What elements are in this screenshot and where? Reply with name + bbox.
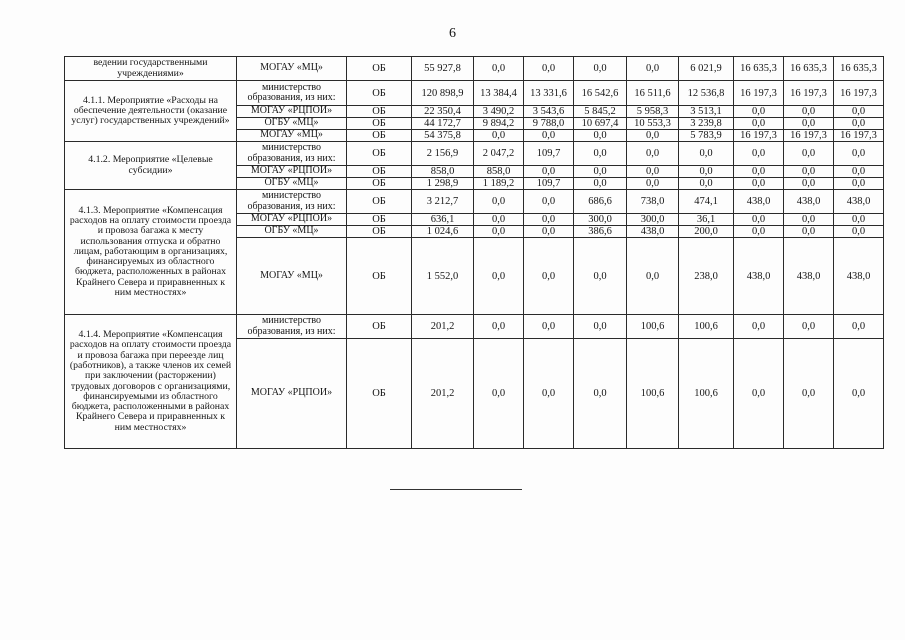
amount-cell: 0,0 <box>734 166 784 178</box>
amount-cell: 1 189,2 <box>474 178 524 190</box>
amount-cell: 0,0 <box>474 214 524 226</box>
amount-cell: 201,2 <box>412 339 474 449</box>
amount-cell: 0,0 <box>524 130 574 142</box>
amount-cell: 0,0 <box>784 315 834 339</box>
amount-cell: 36,1 <box>679 214 734 226</box>
amount-cell: 0,0 <box>834 178 884 190</box>
executor-cell: МОГАУ «РЦПОИ» <box>237 166 347 178</box>
amount-cell: 438,0 <box>734 190 784 214</box>
amount-cell: 16 197,3 <box>834 81 884 106</box>
funding-source-cell: ОБ <box>347 190 412 214</box>
amount-cell: 0,0 <box>627 130 679 142</box>
amount-cell: 474,1 <box>679 190 734 214</box>
amount-cell: 2 047,2 <box>474 142 524 166</box>
amount-cell: 5 783,9 <box>679 130 734 142</box>
amount-cell: 0,0 <box>784 166 834 178</box>
amount-cell: 0,0 <box>474 238 524 315</box>
funding-source-cell: ОБ <box>347 166 412 178</box>
amount-cell: 55 927,8 <box>412 57 474 81</box>
executor-cell: МОГАУ «РЦПОИ» <box>237 339 347 449</box>
table-row <box>65 190 884 214</box>
amount-cell: 0,0 <box>524 339 574 449</box>
amount-cell: 0,0 <box>574 166 627 178</box>
amount-cell: 0,0 <box>834 339 884 449</box>
amount-cell: 438,0 <box>834 190 884 214</box>
amount-cell: 109,7 <box>524 142 574 166</box>
amount-cell: 0,0 <box>734 142 784 166</box>
amount-cell: 0,0 <box>524 214 574 226</box>
amount-cell: 3 212,7 <box>412 190 474 214</box>
amount-cell: 22 350,4 <box>412 106 474 118</box>
measure-cell: 4.1.1. Мероприятие «Расходы на обеспечение деятельности (оказание услуг) государственных учреждений» <box>65 81 237 142</box>
amount-cell: 16 635,3 <box>784 57 834 81</box>
amount-cell: 0,0 <box>474 315 524 339</box>
amount-cell: 12 536,8 <box>679 81 734 106</box>
amount-cell: 16 635,3 <box>734 57 784 81</box>
amount-cell: 300,0 <box>627 214 679 226</box>
amount-cell: 386,6 <box>574 226 627 238</box>
amount-cell: 0,0 <box>834 106 884 118</box>
amount-cell: 3 513,1 <box>679 106 734 118</box>
amount-cell: 636,1 <box>412 214 474 226</box>
amount-cell: 0,0 <box>627 166 679 178</box>
executor-cell: ОГБУ «МЦ» <box>237 178 347 190</box>
amount-cell: 16 542,6 <box>574 81 627 106</box>
amount-cell: 3 543,6 <box>524 106 574 118</box>
amount-cell: 0,0 <box>784 118 834 130</box>
funding-source-cell: ОБ <box>347 226 412 238</box>
amount-cell: 438,0 <box>784 238 834 315</box>
amount-cell: 858,0 <box>474 166 524 178</box>
amount-cell: 0,0 <box>574 315 627 339</box>
amount-cell: 16 197,3 <box>834 130 884 142</box>
amount-cell: 16 197,3 <box>784 81 834 106</box>
amount-cell: 438,0 <box>627 226 679 238</box>
amount-cell: 0,0 <box>574 339 627 449</box>
funding-source-cell: ОБ <box>347 57 412 81</box>
amount-cell: 0,0 <box>834 118 884 130</box>
amount-cell: 100,6 <box>679 315 734 339</box>
amount-cell: 0,0 <box>784 214 834 226</box>
amount-cell: 438,0 <box>734 238 784 315</box>
amount-cell: 0,0 <box>679 166 734 178</box>
amount-cell: 16 197,3 <box>734 130 784 142</box>
amount-cell: 0,0 <box>627 238 679 315</box>
amount-cell: 0,0 <box>574 238 627 315</box>
amount-cell: 0,0 <box>834 226 884 238</box>
amount-cell: 9 894,2 <box>474 118 524 130</box>
amount-cell: 0,0 <box>524 166 574 178</box>
amount-cell: 0,0 <box>834 214 884 226</box>
amount-cell: 0,0 <box>784 142 834 166</box>
amount-cell: 120 898,9 <box>412 81 474 106</box>
amount-cell: 0,0 <box>474 226 524 238</box>
bottom-rule <box>390 489 522 490</box>
amount-cell: 9 788,0 <box>524 118 574 130</box>
amount-cell: 0,0 <box>784 106 834 118</box>
amount-cell: 6 021,9 <box>679 57 734 81</box>
measure-cell: 4.1.3. Мероприятие «Компенсация расходов на оплату стоимости проезда и провоза багажа к месту использования отпуска и обратно лицам, работающим в организациях, финансируемых из областного бюджета, расположенных в районах Крайнего Севера и приравненных к ним местностях» <box>65 190 237 315</box>
funding-source-cell: ОБ <box>347 339 412 449</box>
measure-cell: 4.1.2. Мероприятие «Целевые субсидии» <box>65 142 237 190</box>
amount-cell: 0,0 <box>734 339 784 449</box>
executor-cell: ОГБУ «МЦ» <box>237 226 347 238</box>
amount-cell: 0,0 <box>474 190 524 214</box>
amount-cell: 3 239,8 <box>679 118 734 130</box>
amount-cell: 1 552,0 <box>412 238 474 315</box>
table-row <box>65 315 884 339</box>
amount-cell: 0,0 <box>524 226 574 238</box>
amount-cell: 438,0 <box>834 238 884 315</box>
amount-cell: 16 197,3 <box>784 130 834 142</box>
table-row <box>65 142 884 166</box>
amount-cell: 0,0 <box>679 142 734 166</box>
executor-cell: МОГАУ «МЦ» <box>237 238 347 315</box>
funding-source-cell: ОБ <box>347 315 412 339</box>
amount-cell: 0,0 <box>474 339 524 449</box>
amount-cell: 0,0 <box>834 142 884 166</box>
amount-cell: 0,0 <box>627 142 679 166</box>
table-row <box>65 81 884 106</box>
executor-cell: министерство образования, из них: <box>237 81 347 106</box>
amount-cell: 54 375,8 <box>412 130 474 142</box>
amount-cell: 0,0 <box>784 178 834 190</box>
funding-source-cell: ОБ <box>347 81 412 106</box>
amount-cell: 0,0 <box>834 315 884 339</box>
amount-cell: 0,0 <box>574 142 627 166</box>
amount-cell: 109,7 <box>524 178 574 190</box>
amount-cell: 200,0 <box>679 226 734 238</box>
measure-cell: 4.1.4. Мероприятие «Компенсация расходов на оплату стоимости проезда и провоза багажа при переезде лиц (работников), а также членов их семей при заключении (расторжении) трудовых договоров с организациями, финансируемыми из областного бюджета, расположенными в районах Крайнего Севера и приравненных к ним местностях» <box>65 315 237 449</box>
amount-cell: 10 553,3 <box>627 118 679 130</box>
amount-cell: 201,2 <box>412 315 474 339</box>
amount-cell: 438,0 <box>784 190 834 214</box>
amount-cell: 0,0 <box>734 315 784 339</box>
amount-cell: 0,0 <box>734 178 784 190</box>
amount-cell: 2 156,9 <box>412 142 474 166</box>
table-row <box>65 57 884 81</box>
amount-cell: 0,0 <box>734 226 784 238</box>
funding-source-cell: ОБ <box>347 178 412 190</box>
executor-cell: МОГАУ «РЦПОИ» <box>237 106 347 118</box>
amount-cell: 0,0 <box>784 339 834 449</box>
amount-cell: 0,0 <box>834 166 884 178</box>
amount-cell: 1 298,9 <box>412 178 474 190</box>
amount-cell: 238,0 <box>679 238 734 315</box>
amount-cell: 0,0 <box>524 57 574 81</box>
executor-cell: МОГАУ «МЦ» <box>237 130 347 142</box>
amount-cell: 0,0 <box>734 214 784 226</box>
amount-cell: 0,0 <box>784 226 834 238</box>
amount-cell: 0,0 <box>627 57 679 81</box>
funding-source-cell: ОБ <box>347 118 412 130</box>
amount-cell: 100,6 <box>627 315 679 339</box>
amount-cell: 0,0 <box>574 178 627 190</box>
amount-cell: 16 635,3 <box>834 57 884 81</box>
amount-cell: 0,0 <box>524 238 574 315</box>
amount-cell: 5 958,3 <box>627 106 679 118</box>
amount-cell: 0,0 <box>734 106 784 118</box>
amount-cell: 3 490,2 <box>474 106 524 118</box>
amount-cell: 13 384,4 <box>474 81 524 106</box>
amount-cell: 100,6 <box>627 339 679 449</box>
page-number: 6 <box>449 26 456 41</box>
amount-cell: 300,0 <box>574 214 627 226</box>
amount-cell: 100,6 <box>679 339 734 449</box>
executor-cell: МОГАУ «МЦ» <box>237 57 347 81</box>
executor-cell: министерство образования, из них: <box>237 190 347 214</box>
amount-cell: 10 697,4 <box>574 118 627 130</box>
budget-table <box>64 56 884 449</box>
amount-cell: 686,6 <box>574 190 627 214</box>
funding-source-cell: ОБ <box>347 130 412 142</box>
executor-cell: министерство образования, из них: <box>237 315 347 339</box>
executor-cell: министерство образования, из них: <box>237 142 347 166</box>
executor-cell: ОГБУ «МЦ» <box>237 118 347 130</box>
amount-cell: 16 511,6 <box>627 81 679 106</box>
amount-cell: 0,0 <box>679 178 734 190</box>
amount-cell: 13 331,6 <box>524 81 574 106</box>
amount-cell: 0,0 <box>734 118 784 130</box>
amount-cell: 0,0 <box>627 178 679 190</box>
amount-cell: 0,0 <box>574 57 627 81</box>
measure-cell: ведении государственными учреждениями» <box>65 57 237 81</box>
amount-cell: 0,0 <box>524 315 574 339</box>
executor-cell: МОГАУ «РЦПОИ» <box>237 214 347 226</box>
amount-cell: 0,0 <box>574 130 627 142</box>
amount-cell: 858,0 <box>412 166 474 178</box>
amount-cell: 44 172,7 <box>412 118 474 130</box>
amount-cell: 0,0 <box>524 190 574 214</box>
amount-cell: 738,0 <box>627 190 679 214</box>
funding-source-cell: ОБ <box>347 106 412 118</box>
funding-source-cell: ОБ <box>347 238 412 315</box>
amount-cell: 1 024,6 <box>412 226 474 238</box>
amount-cell: 16 197,3 <box>734 81 784 106</box>
amount-cell: 0,0 <box>474 130 524 142</box>
amount-cell: 5 845,2 <box>574 106 627 118</box>
amount-cell: 0,0 <box>474 57 524 81</box>
funding-source-cell: ОБ <box>347 214 412 226</box>
funding-source-cell: ОБ <box>347 142 412 166</box>
